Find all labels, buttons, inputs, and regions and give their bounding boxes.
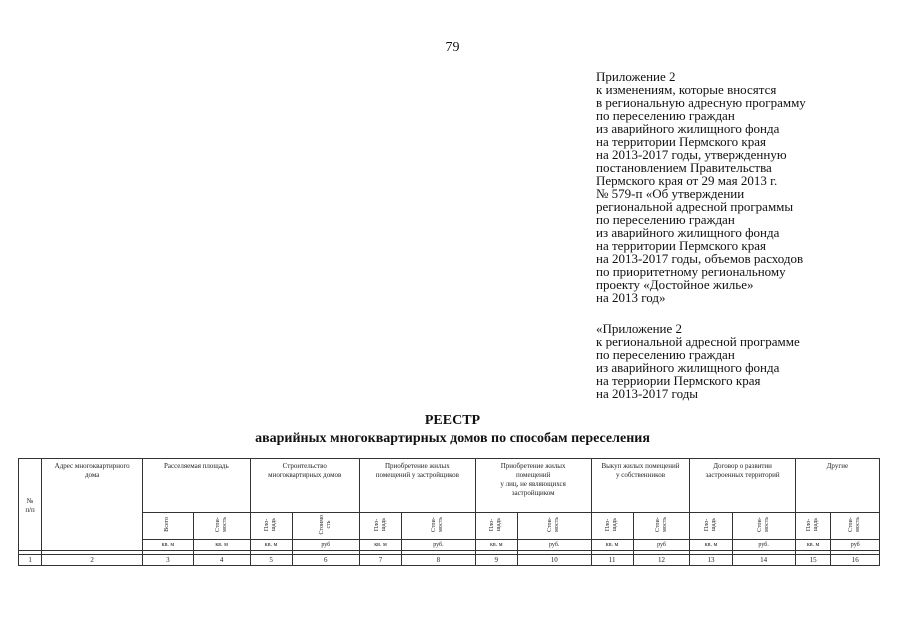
column-number-cell: 2 xyxy=(42,555,143,566)
table-column-number-row xyxy=(19,555,880,566)
group-header-line: у лиц, не являющихся xyxy=(500,480,566,488)
unit-cell: руб. xyxy=(732,540,795,551)
sub-header-label: Стои- мость xyxy=(214,517,228,532)
appendix-intro-line: на 2013-2017 годы, объемов расходов xyxy=(596,251,804,266)
appendix-intro-line: по переселению граждан xyxy=(596,212,735,227)
appendix-program-line: на 2013-2017 годы xyxy=(596,386,699,401)
sub-header-label: Стои- мость xyxy=(431,517,445,532)
table-unit-row xyxy=(19,540,880,551)
column-number-cell: 7 xyxy=(359,555,401,566)
sub-header-cell xyxy=(732,513,795,540)
sub-header-label: Пло- щадь xyxy=(373,517,387,532)
registry-heading: РЕЕСТР xyxy=(424,413,481,428)
appendix-intro-block xyxy=(596,70,896,304)
unit-cell: кв. м xyxy=(193,540,250,551)
group-header-line: Другие xyxy=(826,462,849,470)
sub-header-label: Всего xyxy=(164,517,171,532)
group-header-line: Приобретение жилых xyxy=(500,462,566,470)
group-header-line: у собственников xyxy=(615,471,666,479)
registry-table xyxy=(18,458,880,566)
appendix-intro-line: на 2013 год» xyxy=(596,290,666,305)
appendix-program-line: по переселению граждан xyxy=(596,347,735,362)
column-number-cell: 4 xyxy=(193,555,250,566)
group-header-line: многоквартирных домов xyxy=(268,471,342,479)
sub-header-cell xyxy=(795,513,831,540)
appendix-intro-line: по переселению граждан xyxy=(596,108,735,123)
appendix-intro-line: к изменениям, которые вносятся xyxy=(596,82,777,97)
group-header-buyout xyxy=(591,459,690,513)
group-header-line: Строительство xyxy=(282,462,327,470)
sub-header-cell xyxy=(359,513,401,540)
appendix-program-line: из аварийного жилищного фонда xyxy=(596,360,780,375)
column-number-cell: 3 xyxy=(143,555,194,566)
column-number-cell: 14 xyxy=(732,555,795,566)
sub-header-cell xyxy=(402,513,476,540)
column-number-cell: 16 xyxy=(831,555,880,566)
sub-header-label: Стои- мость xyxy=(756,517,770,532)
appendix-intro-line: из аварийного жилищного фонда xyxy=(596,121,780,136)
sub-header-label: Стоимо сть xyxy=(318,514,332,535)
registry-subheading: аварийных многоквартирных домов по способам переселения xyxy=(255,431,650,446)
appendix-intro-line: проекту «Достойное жилье» xyxy=(596,277,754,292)
column-number-cell: 13 xyxy=(690,555,732,566)
appendix-intro-line: в региональную адресную программу xyxy=(596,95,806,110)
appendix-intro-line: № 579-п «Об утверждении xyxy=(596,186,745,201)
appendix-intro-line: на территории Пермского края xyxy=(596,134,766,149)
appendix-intro-line: Пермского края от 29 мая 2013 г. xyxy=(596,173,778,188)
unit-cell: руб xyxy=(292,540,359,551)
table-group-header-row xyxy=(19,459,880,513)
group-header-line: Приобретение жилых xyxy=(384,462,450,470)
sub-header-label: Стои- мость xyxy=(547,517,561,532)
group-header-other xyxy=(795,459,879,513)
column-number-cell: 10 xyxy=(517,555,591,566)
appendix-intro-line: на 2013-2017 годы, утвержденную xyxy=(596,147,787,162)
address-header-line: Адрес многоквартирного xyxy=(54,462,130,470)
group-header-line: Договор о развитии xyxy=(713,462,772,470)
unit-cell: руб. xyxy=(402,540,476,551)
appendix-program-line: «Приложение 2 xyxy=(596,321,683,336)
unit-cell: кв. м xyxy=(250,540,292,551)
sub-header-cell xyxy=(517,513,591,540)
group-header-construction xyxy=(250,459,359,513)
appendix-intro-line: на территории Пермского края xyxy=(596,238,766,253)
sub-header-cell xyxy=(831,513,880,540)
unit-cell: кв. м xyxy=(475,540,517,551)
sub-header-label: Пло- щадь xyxy=(704,517,717,532)
sub-header-cell xyxy=(143,513,194,540)
column-number-cell: 8 xyxy=(402,555,476,566)
group-header-line: застройщиком xyxy=(511,489,555,497)
sub-header-cell xyxy=(475,513,517,540)
sub-header-cell xyxy=(292,513,359,540)
page-number: 79 xyxy=(445,40,460,55)
sub-header-cell xyxy=(633,513,690,540)
group-header-purchase-non-developers xyxy=(475,459,591,513)
unit-cell: кв. м xyxy=(591,540,633,551)
sub-header-cell xyxy=(193,513,250,540)
appendix-program-line: к региональной адресной программе xyxy=(596,334,800,349)
unit-cell: кв. м xyxy=(795,540,831,551)
sub-header-cell xyxy=(690,513,732,540)
unit-cell: руб xyxy=(633,540,690,551)
sub-header-label: Пло- щадь xyxy=(806,517,820,532)
sub-header-cell xyxy=(250,513,292,540)
registry-title xyxy=(0,412,905,448)
column-number-cell: 6 xyxy=(292,555,359,566)
column-number-cell: 9 xyxy=(475,555,517,566)
group-header-line: Расселяемая площадь xyxy=(164,462,229,470)
group-header-line: застроенных территорий xyxy=(705,471,780,479)
column-number-cell: 12 xyxy=(633,555,690,566)
appendix-intro-line: Приложение 2 xyxy=(596,69,676,84)
appendix-intro-line: по приоритетному региональному xyxy=(596,264,786,279)
group-header-line: помещений у застройщиков xyxy=(375,471,459,479)
group-header-resettled-area xyxy=(143,459,250,513)
group-header-purchase-developers xyxy=(359,459,475,513)
column-number-cell: 15 xyxy=(795,555,831,566)
sub-header-label: Пло- щадь xyxy=(489,517,503,532)
table-sub-header-row xyxy=(19,513,880,540)
unit-cell: кв. м xyxy=(690,540,732,551)
column-number-cell: 1 xyxy=(19,555,42,566)
number-column-label: № п/п xyxy=(25,497,35,514)
unit-cell: кв. м xyxy=(143,540,194,551)
unit-cell: кв. м xyxy=(359,540,401,551)
appendix-intro-line: постановлением Правительства xyxy=(596,160,772,175)
appendix-intro-line: из аварийного жилищного фонда xyxy=(596,225,780,240)
unit-cell: руб xyxy=(831,540,880,551)
address-header-line: дома xyxy=(84,471,100,479)
column-number-cell: 11 xyxy=(591,555,633,566)
unit-cell: руб. xyxy=(517,540,591,551)
appendix-program-block xyxy=(596,322,896,400)
column-number-cell: 5 xyxy=(250,555,292,566)
group-header-territory-development xyxy=(690,459,795,513)
appendix-intro-line: региональной адресной программы xyxy=(596,199,794,214)
sub-header-cell xyxy=(591,513,633,540)
sub-header-label: Стои- мость xyxy=(848,517,862,532)
sub-header-label: Стои- мость xyxy=(654,517,668,532)
group-header-line: Выкуп жилых помещений xyxy=(601,462,680,470)
appendix-program-line: на терриории Пермского края xyxy=(596,373,761,388)
address-column-header xyxy=(42,459,143,551)
sub-header-label: Пло- щадь xyxy=(605,517,619,532)
group-header-line: помещений xyxy=(515,471,551,479)
sub-header-label: Пло- щадь xyxy=(264,517,278,532)
number-column-header xyxy=(19,459,42,551)
